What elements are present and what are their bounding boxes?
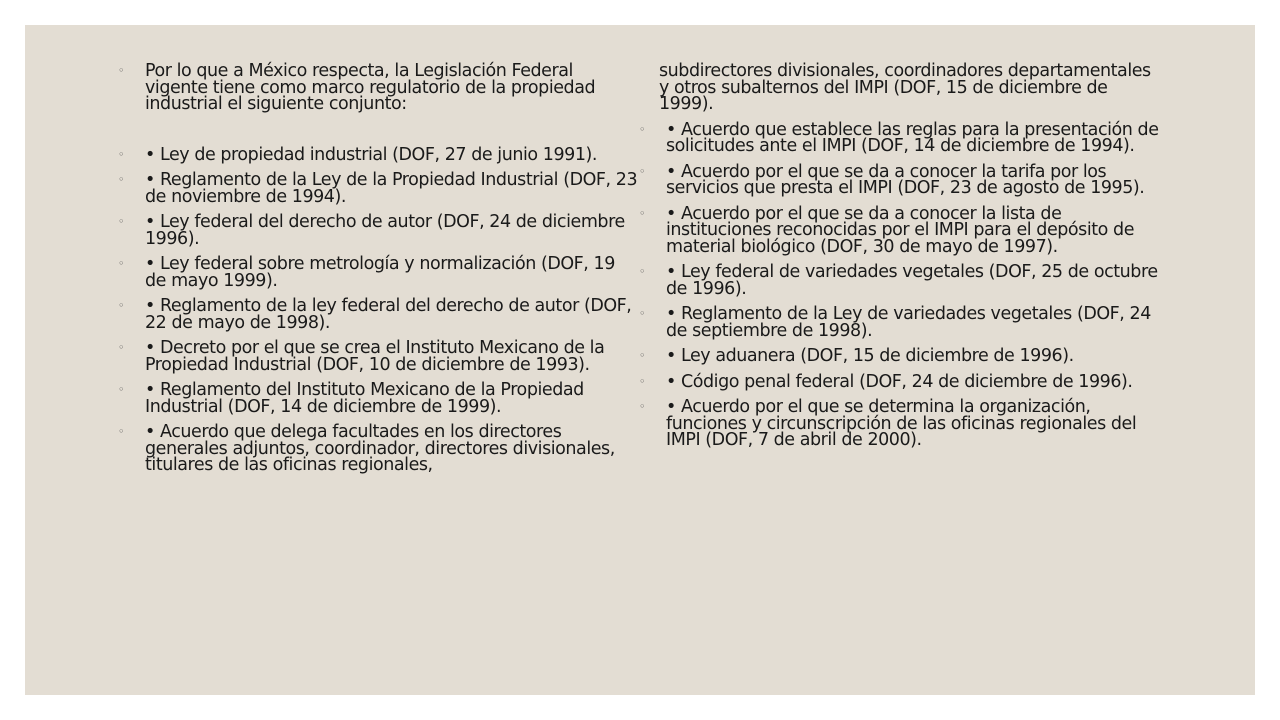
- list-item-text: • Ley federal de variedades vegetales (DOF, 25 de octubre de 1996).: [666, 262, 1158, 299]
- right-column: [639, 63, 1159, 458]
- list-item: [639, 161, 1159, 198]
- bullet-marker-icon: ◦: [118, 173, 125, 186]
- bullet-marker-icon: ◦: [639, 400, 646, 413]
- bullet-marker-icon: ◦: [639, 307, 646, 320]
- bullet-marker-icon: ◦: [639, 164, 646, 178]
- slide: [25, 25, 1255, 695]
- bullet-marker-icon: ◦: [118, 147, 125, 161]
- list-item: [118, 144, 638, 165]
- bullet-marker-icon: ◦: [118, 299, 125, 312]
- bullet-marker-icon: ◦: [118, 425, 125, 438]
- list-item-text: • Acuerdo por el que se determina la organización, funciones y circunscripción de las oficinas regionales del IMPI (DOF, 7 de abril de 2000).: [666, 397, 1137, 450]
- list-item-text: • Ley federal sobre metrología y normalización (DOF, 19 de mayo 1999).: [145, 254, 615, 291]
- list-item: [639, 348, 1159, 365]
- bullet-marker-icon: ◦: [118, 257, 125, 270]
- list-item-continuation: [639, 63, 1159, 113]
- list-item: [639, 264, 1159, 297]
- list-item-text: • Ley federal del derecho de autor (DOF, 24 de diciembre 1996).: [145, 212, 625, 249]
- list-item: [118, 424, 638, 474]
- bullet-marker-icon: ◦: [118, 341, 125, 354]
- list-item: [639, 119, 1159, 156]
- list-item: [118, 340, 638, 373]
- list-item: [118, 214, 638, 247]
- list-item-text: Por lo que a México respecta, la Legislación Federal vigente tiene como marco regulatorio de la propiedad industrial el siguiente conjunto:: [145, 61, 596, 114]
- list-item-text: • Reglamento de la Ley de la Propiedad Industrial (DOF, 23 de noviembre de 1994).: [145, 170, 638, 207]
- list-item: [118, 63, 638, 113]
- list-item-text: • Ley de propiedad industrial (DOF, 27 de junio 1991).: [145, 144, 597, 165]
- list-item-text: • Acuerdo por el que se da a conocer la tarifa por los servicios que presta el IMPI (DOF, 23 de agosto de 1995).: [666, 161, 1145, 198]
- left-column: [118, 63, 638, 483]
- bullet-marker-icon: ◦: [118, 64, 125, 77]
- list-item-text: • Acuerdo por el que se da a conocer la lista de instituciones reconocidas por el IMPI para el depósito de material biológico (DOF, 30 de mayo de 1997).: [666, 203, 1135, 257]
- bullet-marker-icon: ◦: [639, 265, 646, 278]
- list-item: [118, 256, 638, 289]
- list-item-text: • Reglamento de la Ley de variedades vegetales (DOF, 24 de septiembre de 1998).: [666, 304, 1151, 341]
- list-item-text: • Acuerdo que establece las reglas para la presentación de solicitudes ante el IMPI (DOF, 14 de diciembre de 1994).: [666, 119, 1159, 156]
- list-item-text: • Ley aduanera (DOF, 15 de diciembre de 1996).: [666, 346, 1074, 366]
- list-item-text: • Reglamento de la ley federal del derecho de autor (DOF, 22 de mayo de 1998).: [145, 296, 632, 333]
- bullet-marker-icon: ◦: [639, 122, 646, 136]
- list-item: [118, 382, 638, 415]
- list-item-text: • Reglamento del Instituto Mexicano de la Propiedad Industrial (DOF, 14 de diciembre de 1999).: [145, 380, 584, 417]
- list-item-text: • Decreto por el que se crea el Instituto Mexicano de la Propiedad Industrial (DOF, 10 de diciembre de 1993).: [145, 338, 605, 375]
- list-item: [118, 298, 638, 331]
- bullet-marker-icon: ◦: [639, 349, 646, 362]
- bullet-marker-icon: ◦: [118, 215, 125, 228]
- list-item: [639, 203, 1159, 257]
- list-item: [639, 399, 1159, 449]
- bullet-marker-icon: ◦: [639, 206, 646, 220]
- list-item: [118, 172, 638, 205]
- list-item-text: • Acuerdo que delega facultades en los directores generales adjuntos, coordinador, directores divisionales, titulares de las oficinas regionales,: [145, 422, 615, 475]
- list-item-text: subdirectores divisionales, coordinadores departamentales y otros subalternos del IMPI (DOF, 15 de diciembre de 1999).: [659, 61, 1151, 114]
- list-item-text: • Código penal federal (DOF, 24 de diciembre de 1996).: [666, 371, 1133, 392]
- bullet-marker-icon: ◦: [639, 374, 646, 388]
- bullet-marker-icon: ◦: [118, 383, 125, 396]
- list-item: [639, 306, 1159, 339]
- list-item: [639, 371, 1159, 392]
